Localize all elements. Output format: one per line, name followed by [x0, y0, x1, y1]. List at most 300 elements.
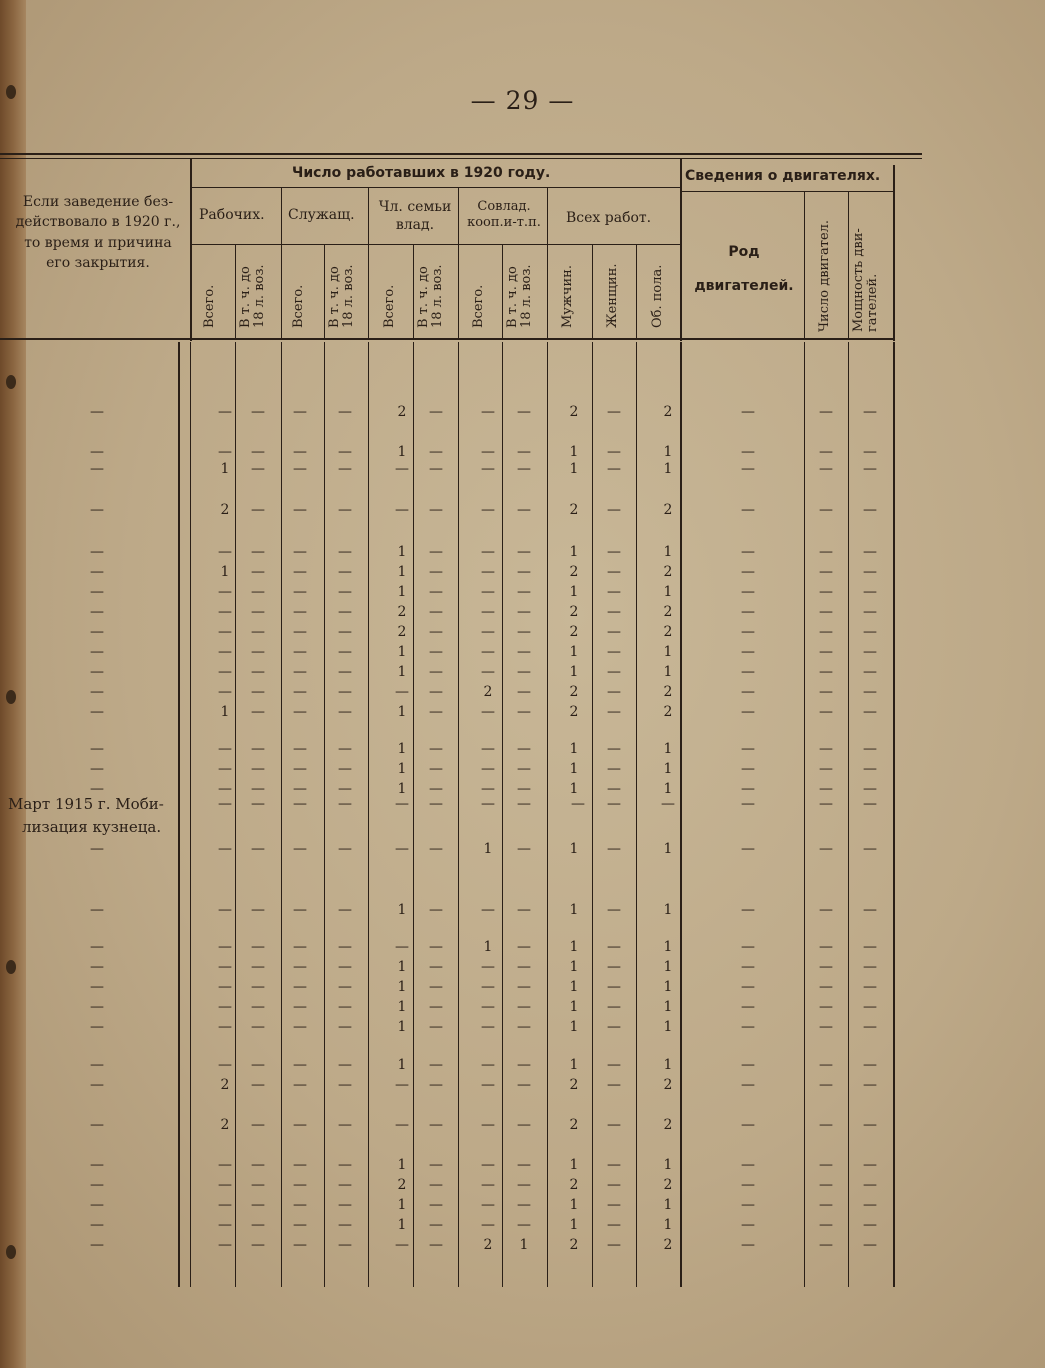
sluzhashch-header: Служащ. — [288, 207, 355, 223]
group-underline — [680, 191, 895, 192]
table-cell: — — [395, 1237, 409, 1253]
table-cell: — — [741, 781, 755, 797]
table-cell: 1 — [397, 1157, 407, 1173]
table-cell: — — [218, 1177, 232, 1193]
vsekh-header: Всех работ. — [566, 210, 652, 226]
table-cell: — — [607, 461, 621, 477]
table-cell: — — [251, 939, 265, 955]
vsego-header: Всего. — [471, 284, 486, 328]
table-cell: 2 — [569, 624, 579, 640]
table-cell: — — [607, 444, 621, 460]
table-cell: 2 — [483, 684, 493, 700]
table-cell: — — [607, 584, 621, 600]
table-cell: — — [607, 741, 621, 757]
v-t-ch-line: 18 л. воз. — [252, 264, 268, 328]
table-cell: — — [293, 781, 307, 797]
table-cell: — — [819, 1019, 833, 1035]
table-cell: — — [429, 761, 443, 777]
table-cell: — — [819, 959, 833, 975]
table-cell: 1 — [397, 544, 407, 560]
table-cell: 1 — [569, 959, 579, 975]
v-t-ch-line: В т. ч. до — [416, 266, 431, 328]
table-cell: — — [218, 1157, 232, 1173]
table-cell: — — [863, 1117, 877, 1133]
table-cell: 2 — [663, 604, 673, 620]
table-cell: — — [429, 1217, 443, 1233]
table-cell: — — [481, 644, 495, 660]
vsego-header: Всего. — [291, 284, 306, 328]
first-col-header-line: то время и причина — [24, 234, 172, 251]
row-status: — — [90, 959, 104, 975]
table-cell: — — [481, 1177, 495, 1193]
table-cell: — — [251, 502, 265, 518]
table-cell: — — [481, 902, 495, 918]
table-cell: — — [517, 902, 531, 918]
table-cell: — — [218, 1217, 232, 1233]
table-cell: 1 — [569, 999, 579, 1015]
table-cell: — — [293, 1217, 307, 1233]
row-status: — — [90, 781, 104, 797]
table-cell: — — [218, 741, 232, 757]
table-cell: — — [293, 584, 307, 600]
body-divider — [368, 342, 369, 1287]
table-cell: — — [607, 544, 621, 560]
table-cell: — — [819, 1237, 833, 1253]
table-cell: — — [607, 704, 621, 720]
table-cell: 2 — [569, 1237, 579, 1253]
table-cell: — — [429, 624, 443, 640]
table-cell: 1 — [397, 1217, 407, 1233]
table-cell: — — [517, 564, 531, 580]
table-cell: 2 — [569, 564, 579, 580]
row-status: лизация кузнеца. — [22, 818, 162, 836]
table-cell: 1 — [397, 664, 407, 680]
table-cell: — — [481, 796, 495, 812]
table-cell: — — [338, 1157, 352, 1173]
table-cell: — — [607, 902, 621, 918]
table-cell: — — [218, 781, 232, 797]
table-cell: — — [293, 796, 307, 812]
body-divider — [458, 342, 459, 1287]
table-cell: — — [481, 544, 495, 560]
rod-line: двигателей. — [694, 277, 794, 294]
table-cell: — — [338, 1117, 352, 1133]
table-cell: — — [517, 761, 531, 777]
row-status: — — [90, 644, 104, 660]
binding-hole — [6, 690, 16, 704]
table-cell: — — [863, 644, 877, 660]
table-cell: 1 — [569, 461, 579, 477]
table-cell: — — [251, 1197, 265, 1213]
row-status: — — [90, 1237, 104, 1253]
table-cell: — — [741, 544, 755, 560]
table-cell: — — [741, 684, 755, 700]
col-divider — [368, 188, 369, 340]
first-col-header-line: действовало в 1920 г., — [15, 214, 181, 231]
table-cell: — — [218, 902, 232, 918]
table-cell: — — [293, 502, 307, 518]
table-cell: — — [863, 761, 877, 777]
table-cell: 1 — [569, 939, 579, 955]
table-cell: — — [338, 1019, 352, 1035]
table-cell: — — [395, 1117, 409, 1133]
v-t-ch-header — [239, 264, 268, 328]
table-cell: — — [293, 624, 307, 640]
table-cell: 1 — [663, 584, 673, 600]
table-cell: 2 — [220, 502, 230, 518]
table-cell: — — [218, 841, 232, 857]
table-cell: — — [863, 939, 877, 955]
table-cell: — — [741, 604, 755, 620]
table-cell: — — [741, 1177, 755, 1193]
table-cell: — — [251, 604, 265, 620]
table-cell: — — [863, 604, 877, 620]
table-cell: 1 — [569, 1019, 579, 1035]
table-cell: 1 — [519, 1237, 529, 1253]
table-cell: — — [481, 1019, 495, 1035]
table-cell: — — [863, 664, 877, 680]
table-cell: — — [607, 1157, 621, 1173]
table-cell: — — [251, 1217, 265, 1233]
table-cell: — — [293, 841, 307, 857]
table-cell: — — [251, 404, 265, 420]
table-cell: — — [481, 999, 495, 1015]
table-cell: — — [293, 564, 307, 580]
first-col-header — [8, 192, 188, 273]
table-cell: — — [251, 741, 265, 757]
table-cell: — — [338, 1077, 352, 1093]
table-cell: — — [338, 959, 352, 975]
table-cell: 1 — [663, 461, 673, 477]
table-cell: — — [863, 564, 877, 580]
table-cell: — — [741, 584, 755, 600]
table-cell: — — [338, 544, 352, 560]
table-cell: 2 — [397, 624, 407, 640]
table-cell: — — [293, 1157, 307, 1173]
table-cell: — — [395, 502, 409, 518]
table-cell: — — [819, 781, 833, 797]
v-t-ch-header — [506, 264, 535, 328]
table-cell: — — [607, 999, 621, 1015]
table-cell: — — [338, 761, 352, 777]
table-cell: — — [517, 1177, 531, 1193]
table-cell: — — [251, 781, 265, 797]
table-cell: — — [218, 959, 232, 975]
table-cell: 1 — [569, 1157, 579, 1173]
table-cell: — — [607, 502, 621, 518]
table-cell: — — [741, 796, 755, 812]
table-cell: — — [863, 841, 877, 857]
table-cell: 2 — [663, 704, 673, 720]
table-cell: — — [741, 444, 755, 460]
table-cell: — — [429, 564, 443, 580]
table-cell: — — [819, 664, 833, 680]
table-cell: — — [607, 1177, 621, 1193]
table-cell: — — [481, 584, 495, 600]
row-status: — — [90, 624, 104, 640]
table-cell: 2 — [663, 404, 673, 420]
table-cell: — — [429, 584, 443, 600]
table-cell: — — [819, 902, 833, 918]
table-cell: 1 — [483, 841, 493, 857]
body-divider — [502, 342, 503, 1287]
table-cell: 1 — [397, 902, 407, 918]
table-cell: — — [819, 761, 833, 777]
table-cell: — — [863, 1019, 877, 1035]
table-cell: — — [218, 584, 232, 600]
table-cell: — — [863, 902, 877, 918]
table-cell: — — [517, 644, 531, 660]
table-cell: — — [607, 959, 621, 975]
col-divider — [324, 245, 325, 340]
chl-semyi-line: влад. — [395, 216, 435, 233]
row-status: — — [90, 502, 104, 518]
col-divider — [592, 245, 593, 340]
body-divider — [636, 342, 637, 1287]
col-divider — [190, 159, 192, 341]
table-cell: — — [481, 959, 495, 975]
subgroup-underline — [190, 244, 680, 245]
v-t-ch-header — [417, 264, 446, 328]
table-cell: — — [863, 1057, 877, 1073]
table-cell: — — [338, 404, 352, 420]
col-divider — [804, 192, 805, 340]
table-cell: 1 — [397, 704, 407, 720]
row-status: — — [90, 761, 104, 777]
table-cell: — — [429, 664, 443, 680]
table-cell: — — [429, 741, 443, 757]
table-cell: — — [607, 1117, 621, 1133]
table-cell: — — [251, 584, 265, 600]
body-divider — [190, 342, 191, 1287]
body-divider — [848, 342, 849, 1287]
table-cell: — — [218, 444, 232, 460]
table-cell: — — [338, 624, 352, 640]
table-cell: — — [251, 796, 265, 812]
table-cell: — — [429, 502, 443, 518]
v-t-ch-line: В т. ч. до — [238, 266, 253, 328]
table-cell: — — [741, 761, 755, 777]
table-cell: — — [481, 1077, 495, 1093]
table-cell: — — [517, 1157, 531, 1173]
binding-hole — [6, 960, 16, 974]
table-cell: 1 — [569, 979, 579, 995]
table-cell: — — [819, 444, 833, 460]
table-cell: — — [517, 1217, 531, 1233]
table-cell: — — [517, 939, 531, 955]
table-cell: — — [607, 1197, 621, 1213]
table-cell: — — [481, 1057, 495, 1073]
sovlad-header — [460, 199, 548, 232]
row-status: — — [90, 979, 104, 995]
table-cell: — — [819, 584, 833, 600]
table-cell: 1 — [663, 959, 673, 975]
table-cell: — — [251, 841, 265, 857]
table-cell: — — [819, 939, 833, 955]
table-cell: 1 — [663, 1197, 673, 1213]
table-cell: — — [741, 841, 755, 857]
table-cell: — — [517, 959, 531, 975]
table-cell: — — [819, 1217, 833, 1233]
table-cell: — — [741, 564, 755, 580]
table-cell: 1 — [397, 999, 407, 1015]
table-cell: 1 — [397, 781, 407, 797]
table-cell: — — [607, 644, 621, 660]
table-cell: — — [293, 902, 307, 918]
v-t-ch-line: В т. ч. до — [505, 266, 520, 328]
col-divider — [235, 245, 236, 340]
table-cell: — — [251, 664, 265, 680]
table-cell: 2 — [569, 1177, 579, 1193]
table-cell: — — [741, 999, 755, 1015]
table-cell: — — [741, 644, 755, 660]
table-cell: — — [218, 544, 232, 560]
table-cell: — — [741, 1057, 755, 1073]
table-cell: — — [741, 979, 755, 995]
table-cell: — — [338, 584, 352, 600]
table-cell: 1 — [569, 644, 579, 660]
table-cell: — — [338, 939, 352, 955]
table-cell: 1 — [397, 1197, 407, 1213]
table-cell: — — [338, 781, 352, 797]
body-divider — [413, 342, 414, 1287]
table-cell: — — [517, 796, 531, 812]
table-cell: — — [338, 704, 352, 720]
table-cell: — — [218, 644, 232, 660]
table-cell: — — [251, 684, 265, 700]
table-cell: 1 — [569, 1197, 579, 1213]
table-cell: — — [251, 1157, 265, 1173]
table-cell: — — [251, 902, 265, 918]
table-cell: 1 — [663, 1157, 673, 1173]
table-cell: 1 — [663, 781, 673, 797]
row-status: — — [90, 999, 104, 1015]
table-cell: — — [607, 841, 621, 857]
table-cell: 1 — [397, 584, 407, 600]
table-cell: — — [819, 1077, 833, 1093]
table-cell: — — [517, 841, 531, 857]
table-cell: — — [819, 404, 833, 420]
row-status: — — [90, 1077, 104, 1093]
table-cell: — — [863, 704, 877, 720]
table-cell: — — [863, 1077, 877, 1093]
table-cell: — — [293, 684, 307, 700]
top-rule — [0, 158, 922, 159]
top-rule — [0, 153, 922, 155]
table-cell: 1 — [663, 939, 673, 955]
table-cell: — — [863, 584, 877, 600]
table-cell: — — [517, 704, 531, 720]
table-cell: — — [395, 841, 409, 857]
table-cell: 1 — [397, 444, 407, 460]
table-cell: 1 — [483, 939, 493, 955]
table-cell: — — [517, 584, 531, 600]
table-cell: — — [819, 461, 833, 477]
table-cell: — — [741, 1019, 755, 1035]
table-cell: 1 — [569, 781, 579, 797]
table-cell: — — [338, 1237, 352, 1253]
table-cell: — — [293, 999, 307, 1015]
table-cell: 1 — [569, 741, 579, 757]
row-status: — — [90, 604, 104, 620]
rabochikh-header: Рабочих. — [199, 207, 265, 223]
table-cell: 2 — [663, 1177, 673, 1193]
table-cell: — — [607, 1077, 621, 1093]
table-cell: — — [819, 604, 833, 620]
table-cell: — — [218, 624, 232, 640]
table-cell: 1 — [663, 644, 673, 660]
table-cell: 1 — [397, 761, 407, 777]
binding-hole — [6, 375, 16, 389]
table-cell: — — [251, 959, 265, 975]
row-status: — — [90, 1117, 104, 1133]
body-divider — [680, 342, 682, 1287]
table-cell: — — [293, 1057, 307, 1073]
table-cell: — — [741, 741, 755, 757]
row-status: — — [90, 1057, 104, 1073]
table-cell: — — [819, 1197, 833, 1213]
table-cell: — — [607, 664, 621, 680]
col-divider — [636, 245, 637, 340]
table-cell: — — [819, 841, 833, 857]
table-cell: — — [338, 502, 352, 518]
table-cell: — — [863, 544, 877, 560]
table-cell: — — [293, 604, 307, 620]
table-cell: — — [338, 684, 352, 700]
col-divider — [413, 245, 414, 340]
table-cell: — — [293, 644, 307, 660]
table-cell: — — [429, 796, 443, 812]
table-cell: — — [517, 544, 531, 560]
table-cell: — — [517, 502, 531, 518]
table-cell: — — [218, 939, 232, 955]
table-cell: — — [293, 1237, 307, 1253]
table-cell: — — [251, 1117, 265, 1133]
table-cell: — — [251, 564, 265, 580]
table-cell: 1 — [220, 461, 230, 477]
table-cell: 1 — [663, 999, 673, 1015]
table-cell: — — [293, 1177, 307, 1193]
table-cell: 1 — [397, 979, 407, 995]
table-cell: — — [338, 741, 352, 757]
sovlad-line: Совлад. — [477, 199, 531, 214]
table-cell: 1 — [663, 761, 673, 777]
table-cell: 2 — [397, 404, 407, 420]
row-status: — — [90, 684, 104, 700]
table-cell: 1 — [569, 544, 579, 560]
table-cell: — — [741, 1217, 755, 1233]
table-cell: — — [481, 404, 495, 420]
table-cell: — — [338, 1177, 352, 1193]
table-cell: 2 — [569, 684, 579, 700]
table-cell: — — [429, 979, 443, 995]
table-cell: 2 — [569, 502, 579, 518]
row-status: — — [90, 1157, 104, 1173]
table-cell: — — [481, 624, 495, 640]
body-divider — [235, 342, 236, 1287]
header-bottom-rule — [0, 338, 895, 340]
table-cell: — — [607, 1057, 621, 1073]
table-cell: — — [429, 444, 443, 460]
table-cell: — — [429, 1077, 443, 1093]
row-status: — — [90, 461, 104, 477]
table-cell: 1 — [663, 841, 673, 857]
table-cell: — — [819, 1157, 833, 1173]
table-cell: — — [251, 461, 265, 477]
table-cell: 2 — [220, 1117, 230, 1133]
table-cell: — — [338, 644, 352, 660]
table-cell: 2 — [220, 1077, 230, 1093]
